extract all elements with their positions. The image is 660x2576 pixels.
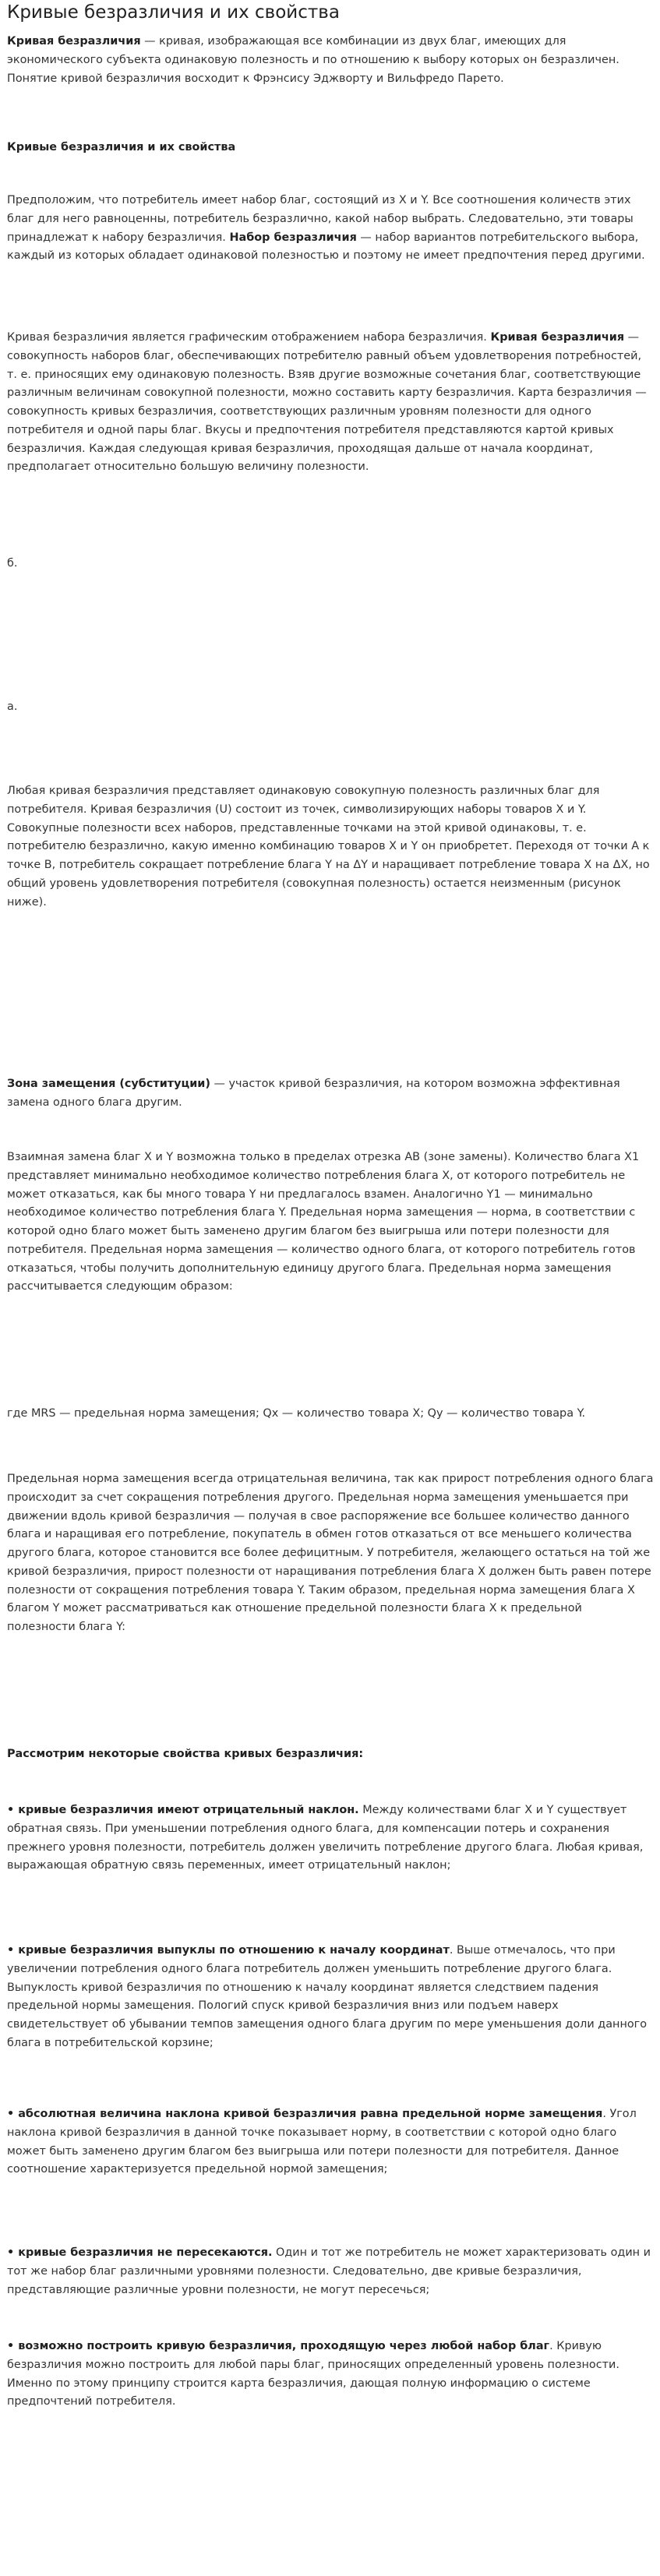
prop-2-text: . Выше отмечалось, что при увеличении потребления одного блага потребитель должен уменьшить потребление другого блага. Выпуклость кривой безразличия по отношению к началу координат является следствием падения предельной нормы замещения. Пологий спуск кривой безразличия вниз или подъем наверх свидетельствует об убывании темпов замещения одного блага другим по мере уменьшения доли данного блага в потребительской корзине;	[7, 1944, 648, 2049]
p2-text: Кривая безразличия является графическим отображением набора безразличия.	[7, 331, 491, 344]
paragraph-1	[7, 192, 654, 266]
paragraph-3	[7, 782, 654, 912]
p1-text: Предположим, что потребитель имеет набор благ, состоящий из X и Y. Все соотношения количеств этих благ для него равноценны, потребитель безразлично, какой набор выбрать. Следовательно, эти товары принадлежат к набору безразличия.	[7, 194, 634, 244]
property-4	[7, 2244, 654, 2299]
article	[0, 2, 660, 25]
p1-term: Набор безразличия	[229, 231, 357, 244]
p2-rest: — совокупность наборов благ, обеспечивающих потребителю равный объем удовлетворения потребностей, т. е. приносящих ему одинаковую полезность. Взяв другие возможные сочетания благ, соответствующие различным величинам совокупной полезности, можно составить карту безразличия. Карта безразличия — совокупность кривых безразличия, соответствующих различным уровням полезности для одного потребителя и одной пары благ. Вкусы и предпочтения потребителя представляются картой кривых безразличия. Каждая следующая кривая безразличия, проходящая дальше от начала координат, предполагает относительно большую величину полезности.	[7, 331, 647, 474]
section-heading-text: Кривые безразличия и их свойства	[7, 141, 236, 154]
paragraph-4	[7, 1075, 654, 1113]
p6-text: где MRS — предельная норма замещения; Qx — количество товара X; Qy — количество товара Y.	[7, 1407, 586, 1420]
properties-heading	[7, 1745, 654, 1764]
label-b-text: б.	[7, 557, 18, 570]
property-2	[7, 1942, 654, 2053]
section-heading	[7, 139, 654, 157]
p7-text: Предельная норма замещения всегда отрицательная величина, так как прирост потребления одного блага происходит за счет сокращения потребления другого. Предельная норма замещения уменьшается при движении вдоль кривой безразличия — получая в свое распоряжение все большее количество данного блага и наращивая его потребление, покупатель в обмен готов отказаться от все меньшего количества другого блага, которое становится все более дефицитным. У потребителя, желающего остаться на той же кривой безразличия, прирост полезности от наращивания потребления блага X должен быть равен потере полезности от сокращения потребления товара Y. Таким образом, предельная норма замещения блага X благом Y может рассматриваться как отношение предельной полезности блага X к предельной полезности блага Y:	[7, 1473, 654, 1634]
intro-term: Кривая безразличия	[7, 35, 141, 48]
p4-term: Зона замещения (субституции)	[7, 1078, 210, 1090]
figure-label-a	[7, 698, 654, 717]
property-1	[7, 1801, 654, 1876]
p4-rest: — участок кривой безразличия, на котором возможна эффективная замена одного блага другим.	[7, 1078, 620, 1109]
intro-paragraph	[7, 33, 654, 88]
prop-1-term: • кривые безразличия имеют отрицательный наклон.	[7, 1804, 359, 1816]
prop-5-text: . Кривую безразличия можно построить для любой пары благ, приносящих определенный уровень полезности. Именно по этому принципу строится карта безразличия, дающая полную информацию о системе предпочтений потребителя.	[7, 2340, 619, 2408]
prop-3-term: • абсолютная величина наклона кривой безразличия равна предельной норме замещения	[7, 2108, 603, 2120]
property-3	[7, 2105, 654, 2179]
label-a-text: а.	[7, 700, 18, 713]
property-5	[7, 2338, 654, 2412]
p5-text: Взаимная замена благ X и Y возможна только в пределах отрезка AB (зоне замены). Количество блага X1 представляет минимально необходимое количество потребления блага X, от которого потребитель не может отказаться, как бы много товара Y ни предлагалось взамен. Аналогично Y1 — минимально необходимое количество потребления блага Y. Предельная норма замещения — норма, в соответствии с которой одно благо может быть заменено другим благом без выигрыша или потери полезности для потребителя. Предельная норма замещения — количество одного блага, от которого потребитель готов отказаться, чтобы получить дополнительную единицу другого блага. Предельная норма замещения рассчитывается следующим образом:	[7, 1151, 640, 1293]
prop-2-term: • кривые безразличия выпуклы по отношению к началу координат	[7, 1944, 450, 1957]
prop-1-text: Между количествами благ X и Y существует обратная связь. При уменьшении потребления одного блага, для компенсации потерь и сохранения прежнего уровня полезности, потребитель должен увеличить потребление другого блага. Любая кривая, выражающая обратную связь переменных, имеет отрицательный наклон;	[7, 1804, 644, 1872]
p1-rest: — набор вариантов потребительского выбора, каждый из которых обладает одинаковой полезностью и поэтому не имеет предпочтения перед другими.	[7, 231, 645, 263]
figure-label-b	[7, 555, 654, 573]
paragraph-7	[7, 1470, 654, 1637]
paragraph-2	[7, 329, 654, 477]
prop-5-term: • возможно построить кривую безразличия, проходящую через любой набор благ	[7, 2340, 550, 2352]
p3-text: Любая кривая безразличия представляет одинаковую совокупную полезность различных благ для потребителя. Кривая безразличия (U) состоит из точек, символизирующих наборы товаров X и Y. Совокупные полезности всех наборов, представленные точками на этой кривой одинаковы, т. е. потребителю безразлично, какую именно комбинацию товаров X и Y он приобретет. Переходя от точки A к точке B, потребитель сокращает потребление блага Y на ΔY и наращивает потребление товара X на ΔX, но общий уровень удовлетворения потребителя (совокупная полезность) остается неизменным (рисунок ниже).	[7, 785, 650, 909]
paragraph-6	[7, 1405, 654, 1424]
prop-4-term: • кривые безразличия не пересекаются.	[7, 2246, 273, 2259]
paragraph-5	[7, 1149, 654, 1297]
intro-text: — кривая, изображающая все комбинации из двух благ, имеющих для экономического субъекта одинаковую полезность и по отношению к выбору которых он безразличен. Понятие кривой безразличия восходит к Фрэнсису Эджворту и Вильфредо Парето.	[7, 35, 619, 85]
page-title: Кривые безразличия и их свойства	[7, 2, 340, 23]
props-heading-text: Рассмотрим некоторые свойства кривых безразличия:	[7, 1748, 364, 1760]
prop-4-text: Один и тот же потребитель не может характеризовать один и тот же набор благ различными уровнями полезности. Следовательно, две кривые безразличия, представляющие различные уровни полезности, не могут пересечься;	[7, 2246, 651, 2296]
prop-3-text: . Угол наклона кривой безразличия в данной точке показывает норму, в соответствии с которой одно благо может быть заменено другим благом без выигрыша или потери полезности для потребителя. Данное соотношение характеризуется предельной нормой замещения;	[7, 2108, 637, 2176]
p2-term: Кривая безразличия	[490, 331, 625, 344]
